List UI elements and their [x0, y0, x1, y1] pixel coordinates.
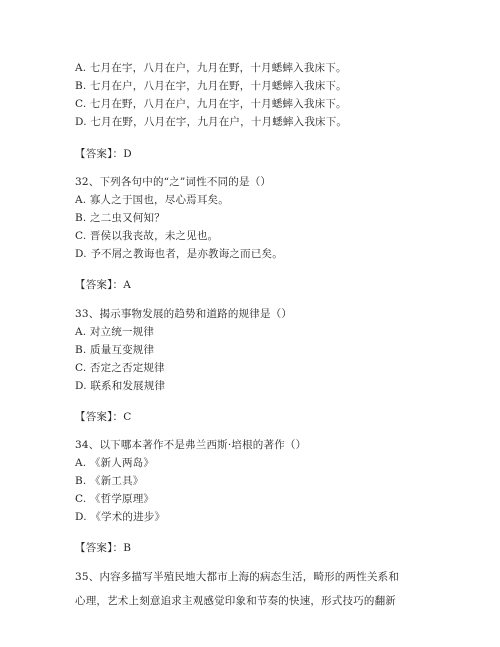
option-c: C. 七月在野，八月在户，九月在宇，十月蟋蟀入我床下。: [75, 98, 347, 110]
q34-option-b: B. 《新工具》: [75, 475, 144, 487]
q32-option-a: A. 寡人之于国也，尽心焉耳矣。: [75, 194, 229, 206]
question-34: 34、以下哪本著作不是弗兰西斯·培根的著作（）: [75, 439, 307, 451]
q33-option-b: B. 质量互变规律: [75, 344, 155, 356]
question-33: 33、揭示事物发展的趋势和道路的规律是（）: [75, 308, 293, 320]
q34-option-a: A. 《新人两岛》: [75, 457, 155, 469]
q34-option-c: C. 《哲学原理》: [75, 493, 155, 505]
q34-option-d: D. 《学术的进步》: [75, 511, 166, 523]
option-b: B. 七月在户，八月在宇，九月在野，十月蟋蟀入我床下。: [75, 80, 347, 92]
q33-option-c: C. 否定之否定规律: [75, 362, 165, 374]
q32-answer: 【答案】：A: [75, 279, 132, 291]
q34-answer: 【答案】：B: [75, 542, 132, 554]
q33-option-a: A. 对立统一规律: [75, 326, 155, 338]
option-a: A. 七月在宇，八月在户，九月在野，十月蟋蟀入我床下。: [75, 62, 347, 74]
answer-label: 【答案】：D: [75, 148, 132, 160]
q32-option-d: D. 予不屑之教诲也者，是亦教诲之而已矣。: [75, 248, 283, 260]
q33-answer: 【答案】：C: [75, 411, 132, 423]
question-35-line-1: 35、内容多描写半殖民地大都市上海的病态生活，畸形的两性关系和: [75, 571, 400, 583]
q32-option-c: C. 晋侯以我丧故，未之见也。: [75, 230, 219, 242]
option-d: D. 七月在野，八月在宇，九月在户，十月蟋蟀入我床下。: [75, 116, 348, 128]
q32-option-b: B. 之二虫又何知？: [75, 212, 165, 224]
q33-option-d: D. 联系和发展规律: [75, 380, 166, 392]
question-35-line-2: 心理，艺术上刻意追求主观感觉印象和节奏的快速，形式技巧的翻新: [75, 595, 396, 607]
question-32: 32、下列各句中的“之”词性不同的是（）: [75, 176, 272, 188]
